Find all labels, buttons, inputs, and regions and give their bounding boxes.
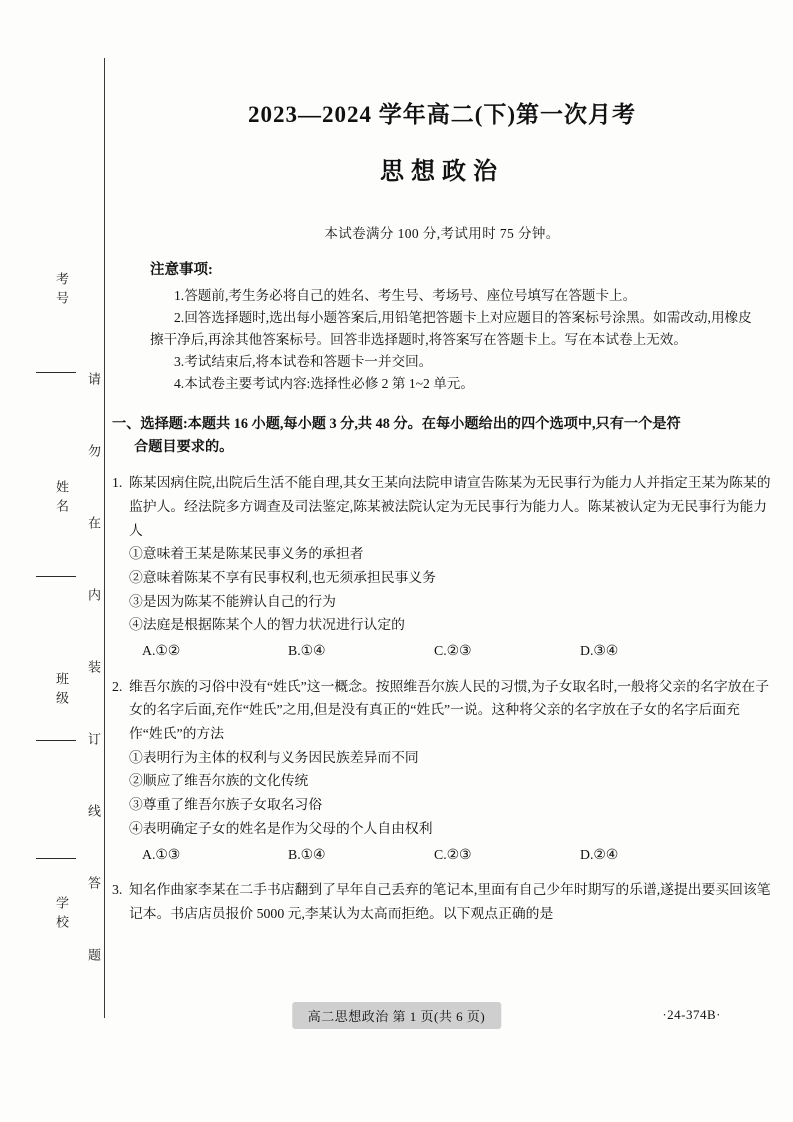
rail-label-class: 班级 bbox=[54, 672, 69, 710]
rail-label-name: 姓名 bbox=[54, 480, 69, 518]
footer-page-indicator: 高二思想政治 第 1 页(共 6 页) bbox=[292, 1002, 501, 1029]
left-margin-rail bbox=[0, 0, 108, 1122]
subject-title: 思想政治 bbox=[380, 159, 504, 185]
rail-vertical-line bbox=[104, 58, 105, 1018]
question-number: 3. bbox=[112, 882, 123, 898]
question-stem: 维吾尔族的习俗中没有“姓氏”这一概念。按照维吾尔族人民的习惯,为子女取名时,一般将父亲的名字放在子女的名字后面,充作“姓氏”之用,但是没有真正的“姓氏”一说。这种将父亲的名字放在子女的名字后面充作“姓氏”的方法 bbox=[129, 678, 770, 741]
question-number: 1. bbox=[112, 475, 123, 491]
rail-divider-2 bbox=[36, 576, 76, 577]
rail-divider-1 bbox=[36, 372, 76, 373]
section-one-heading-cont: 合题目要求的。 bbox=[134, 439, 234, 456]
choice-d[interactable]: D.②④ bbox=[580, 846, 619, 862]
question-number: 2. bbox=[112, 678, 123, 694]
question-choices bbox=[112, 843, 772, 866]
question-option: ②意味着陈某不享有民事权利,也无须承担民事义务 bbox=[129, 569, 436, 585]
notice-item: 4.本试卷主要考试内容:选择性必修 2 第 1~2 单元。 bbox=[174, 376, 474, 392]
footer-paper-code: ·24-374B· bbox=[662, 1007, 721, 1022]
rail-label-school: 学校 bbox=[54, 896, 69, 934]
rail-divider-4 bbox=[36, 858, 76, 859]
notice-item: 1.答题前,考生务必将自己的姓名、考生号、考场号、座位号填写在答题卡上。 bbox=[174, 288, 637, 303]
choice-a[interactable]: A.①② bbox=[142, 643, 181, 659]
notice-list bbox=[112, 285, 772, 395]
paper-content bbox=[112, 0, 772, 1122]
rail-label-warning: 请 勿 在 内 装 订 线 答 题 bbox=[86, 372, 101, 983]
choice-a[interactable]: A.①③ bbox=[142, 846, 181, 862]
question-option: ③尊重了维吾尔族子女取名习俗 bbox=[129, 797, 323, 813]
question-item bbox=[112, 878, 772, 925]
question-stem: 陈某因病住院,出院后生活不能自理,其女王某向法院申请宣告陈某为无民事行为能力人并指定王某为陈某的监护人。经法院多方调查及司法鉴定,陈某被法院认定为无民事行为能力人。陈某被认定为无民事行为能力人 bbox=[129, 475, 771, 538]
question-item bbox=[112, 471, 772, 662]
question-option: ④表明确定子女的姓名是作为父母的个人自由权利 bbox=[129, 820, 433, 836]
question-option: ①意味着王某是陈某民事义务的承担者 bbox=[129, 546, 364, 562]
page-title: 2023—2024 学年高二(下)第一次月考 bbox=[247, 102, 637, 127]
question-stem-wrap bbox=[112, 675, 772, 746]
question-option: ①表明行为主体的权利与义务因民族差异而不同 bbox=[129, 749, 419, 765]
section-one-heading: 一、选择题:本题共 16 小题,每小题 3 分,共 48 分。在每小题给出的四个选项中,只有一个是符 bbox=[112, 416, 681, 433]
question-stem: 知名作曲家李某在二手书店翻到了早年自己丢弃的笔记本,里面有自己少年时期写的乐谱,遂提出要买回该笔记本。书店店员报价 5000 元,李某认为太高而拒绝。以下观点正确的是 bbox=[129, 882, 771, 921]
question-stem-wrap bbox=[112, 878, 772, 925]
question-option: ②顺应了维吾尔族的文化传统 bbox=[129, 773, 309, 789]
question-option: ④法庭是根据陈某个人的智力状况进行认定的 bbox=[129, 617, 405, 633]
notice-title: 注意事项: bbox=[150, 262, 213, 278]
notice-item: 2.回答选择题时,选出每小题答案后,用铅笔把答题卡上对应题目的答案标号涂黑。如需改动,用橡皮擦干净后,再涂其他答案标号。回答非选择题时,将答案写在答题卡上。写在本试卷上无效。 bbox=[150, 310, 752, 348]
page-footer bbox=[0, 1002, 793, 1032]
notice-item: 3.考试结束后,将本试卷和答题卡一并交回。 bbox=[174, 354, 433, 370]
question-stem-wrap bbox=[112, 471, 772, 542]
exam-meta: 本试卷满分 100 分,考试用时 75 分钟。 bbox=[324, 226, 560, 241]
question-option: ③是因为陈某不能辨认自己的行为 bbox=[129, 593, 336, 609]
rail-divider-3 bbox=[36, 740, 76, 741]
question-item bbox=[112, 675, 772, 866]
question-choices bbox=[112, 639, 772, 662]
choice-c[interactable]: C.②③ bbox=[434, 643, 472, 659]
choice-b[interactable]: B.①④ bbox=[288, 643, 326, 659]
choice-d[interactable]: D.③④ bbox=[580, 643, 619, 659]
choice-b[interactable]: B.①④ bbox=[288, 846, 326, 862]
choice-c[interactable]: C.②③ bbox=[434, 846, 472, 862]
rail-label-exam-number: 考号 bbox=[54, 272, 69, 310]
